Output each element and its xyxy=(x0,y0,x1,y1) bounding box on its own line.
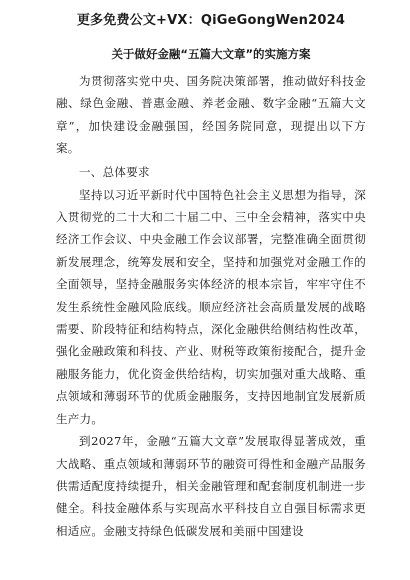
promo-header: 更多免费公文+VX：QiGeGongWen2024 xyxy=(76,13,346,28)
body-paragraph-2027-goals: 到2027年，金融“五篇大文章”发展取得显著成效，重大战略、重点领域和薄弱环节的融资可得性和金融产品服务供需适配度持续提升，相关金融管理和配套制度机制进一步健全。科技金融体系与实现高水平科技自立自强目标需求更相适应。金融支持绿色低碳发展和美丽中国建设 xyxy=(56,434,366,538)
document-title: 关于做好金融“五篇大文章”的实施方案 xyxy=(111,47,311,61)
section-heading-general-requirements: 一、总体要求 xyxy=(79,164,150,179)
body-paragraph-guiding-principles: 坚持以习近平新时代中国特色社会主义思想为指导，深入贯彻党的二十大和二十届二中、三中全会精神，落实中央经济工作会议、中央金融工作会议部署，完整准确全面贯彻新发展理念，统筹发展和安全，坚持和加强党对金融工作的全面领导，坚持金融服务实体经济的根本宗旨，牢牢守住不发生系统性金融风险底线。顺应经济社会高质量发展的战略需要、阶段特征和结构特点，深化金融供给侧结构性改革，强化金融政策和科技、产业、财税等政策衔接配合，提升金融服务能力，优化资金供给结构，切实加强对重大战略、重点领域和薄弱环节的优质金融服务，支持因地制宜发展新质生产力。 xyxy=(56,187,366,426)
intro-paragraph: 为贯彻落实党中央、国务院决策部署，推动做好科技金融、绿色金融、普惠金融、养老金融、数字金融“五篇大文章”，加快建设金融强国，经国务院同意，现提出以下方案。 xyxy=(56,74,366,156)
